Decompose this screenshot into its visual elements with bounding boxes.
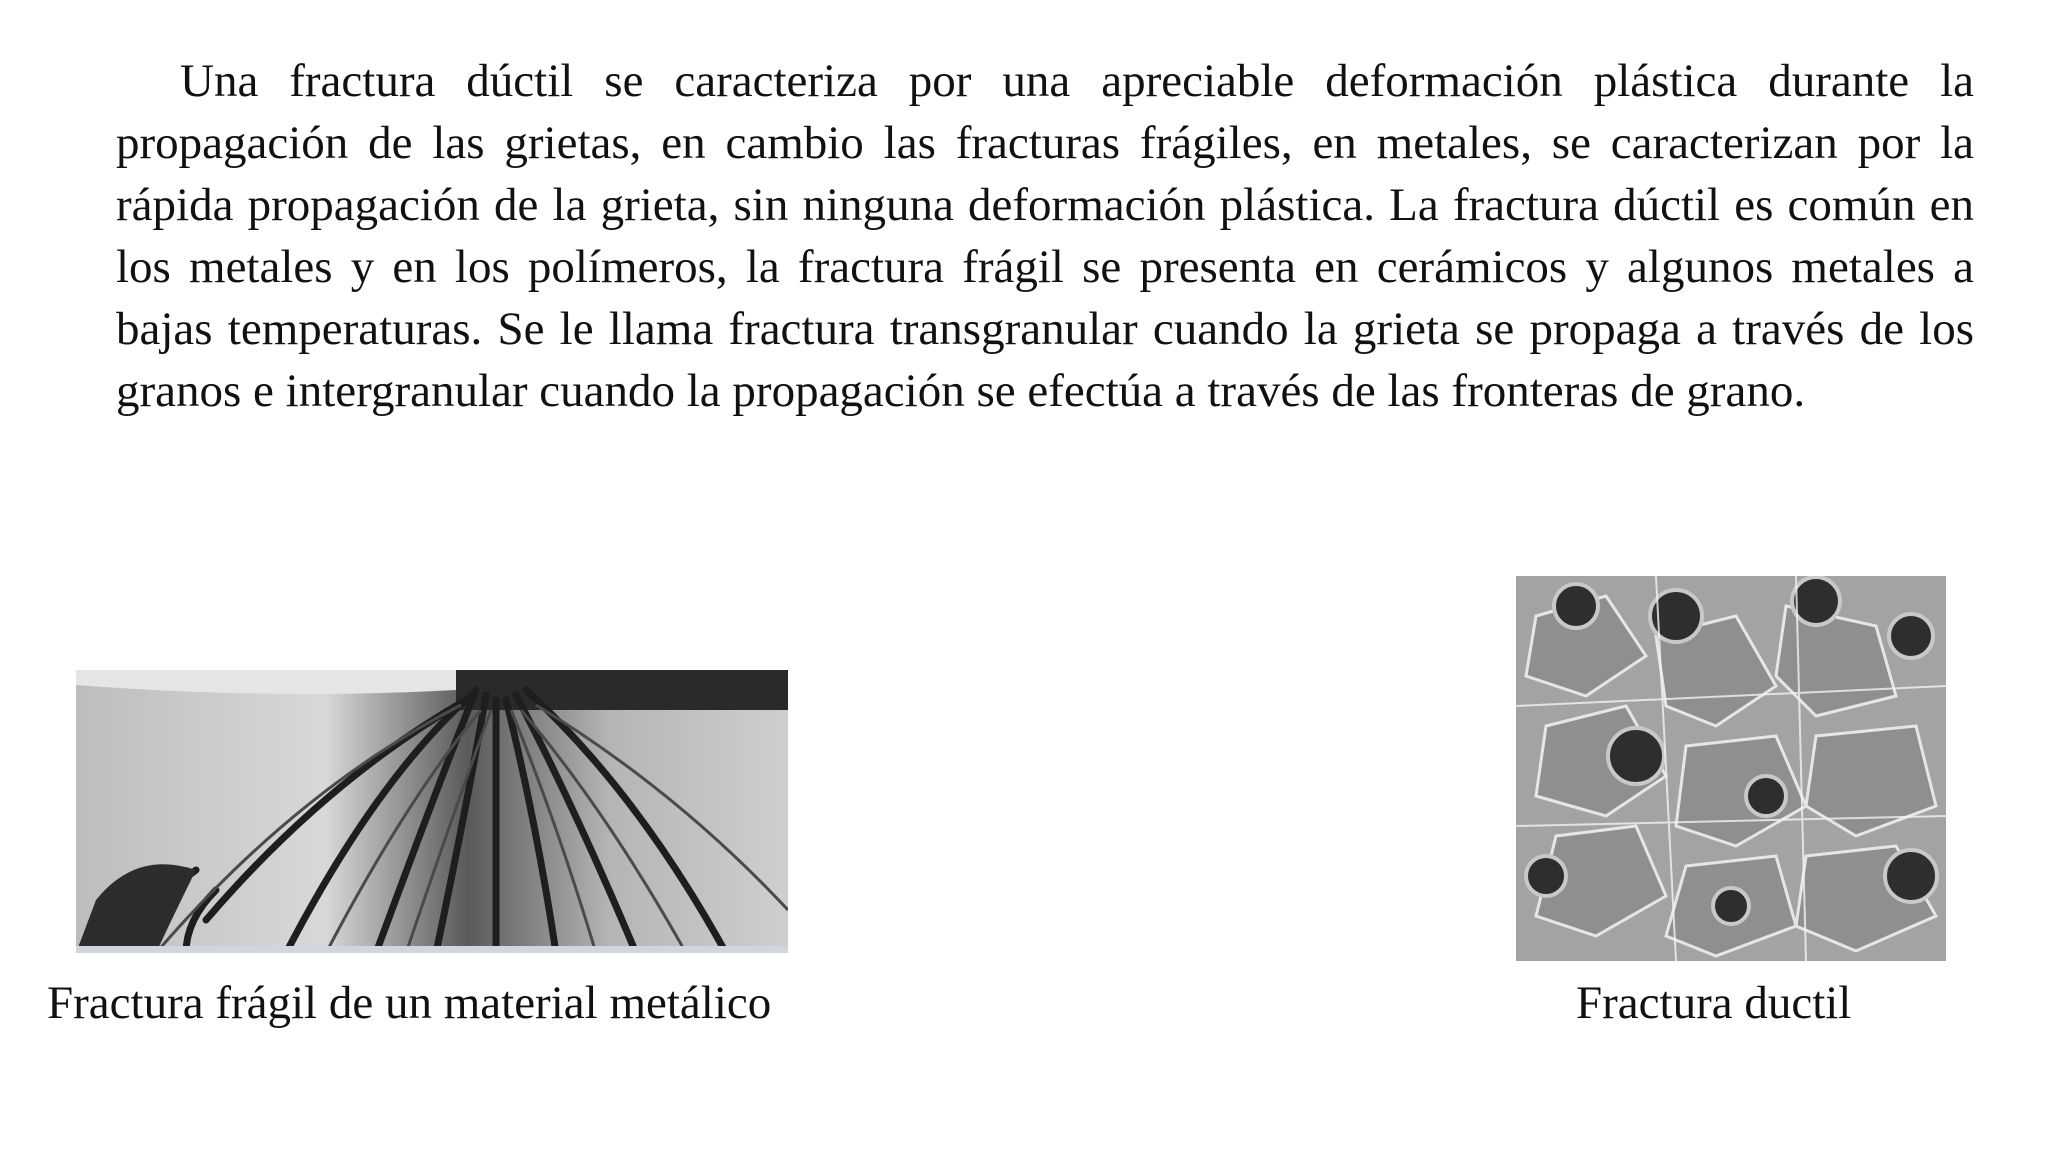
brittle-fracture-picture [76, 670, 788, 953]
body-paragraph: Una fractura dúctil se caracteriza por una apreciable deformación plástica durante la propagación de las grietas, en cambio las fracturas frágiles, en metales, se caracterizan por la rápida propagación de la grieta, sin ninguna deformación plástica. La fractura dúctil es común en los metales y en los polímeros, la fractura frágil se presenta en cerámicos y algunos metales a bajas temperaturas. Se le llama fractura transgranular cuando la grieta se propaga a través de los granos e intergranular cuando la propagación se efectúa a través de las fronteras de grano. [116, 55, 1974, 417]
brittle-fracture-image [76, 670, 788, 953]
ductile-fracture-caption: Fractura ductil [1576, 977, 1852, 1029]
brittle-fracture-caption: Fractura frágil de un material metálico [47, 977, 772, 1029]
ductile-fracture-image [1516, 576, 1946, 961]
ductile-fracture-picture [1516, 576, 1946, 961]
